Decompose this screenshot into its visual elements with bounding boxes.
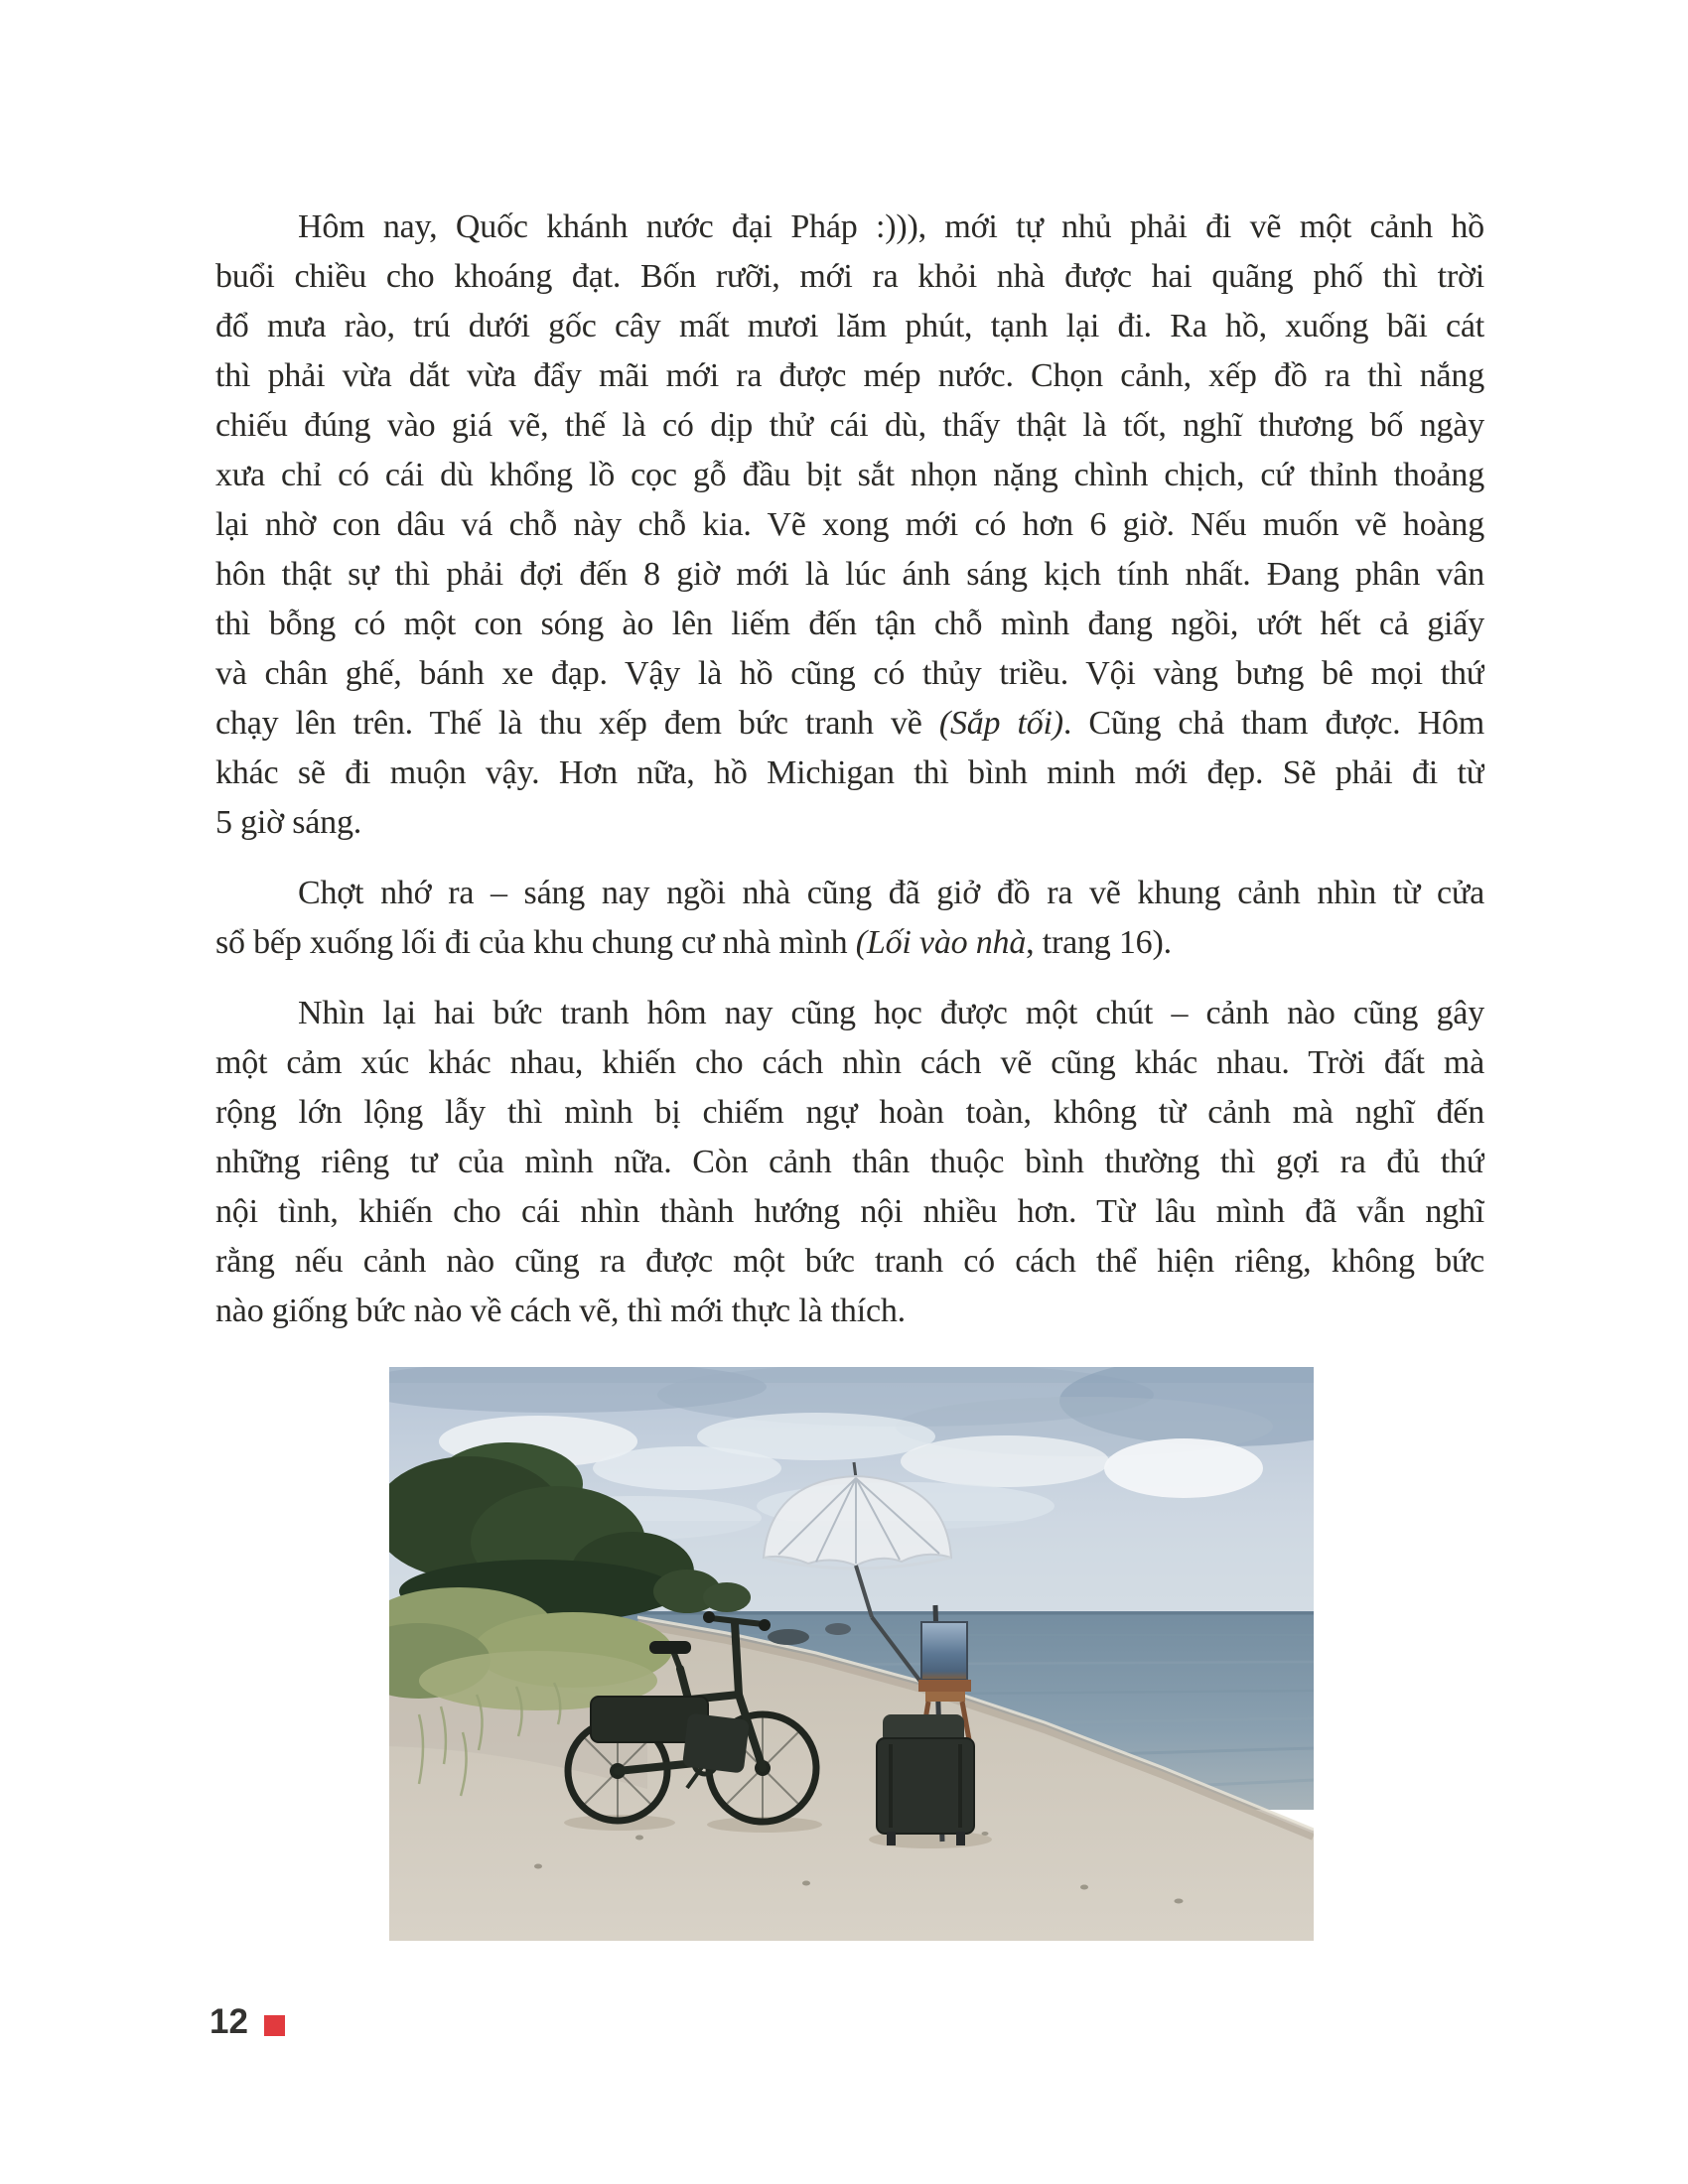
photo-gear-bag [877,1714,974,1845]
text-line: một cảm xúc khác nhau, khiến cho cách nhìn cách vẽ cũng khác nhau. Trời đất mà [215,1044,1484,1081]
text-line: Nhìn lại hai bức tranh hôm nay cũng học được một chút – cảnh nào cũng gây [298,995,1484,1031]
text-line: 5 giờ sáng. [215,804,362,841]
text-line: đổ mưa rào, trú dưới gốc cây mất mươi lăm phút, tạnh lại đi. Ra hồ, xuống bãi cát [215,308,1484,344]
beach-photo [389,1367,1314,1941]
paragraph [215,989,1484,1336]
text-line: chiếu đúng vào giá vẽ, thế là có dịp thử cái dù, thấy thật là tốt, nghĩ thương bố ngày [215,407,1484,444]
text-line: thì bỗng có một con sóng ào lên liếm đến tận chỗ mình đang ngồi, ướt hết cả giấy [215,606,1484,642]
paragraph [215,203,1484,848]
text-line: hôn thật sự thì phải đợi đến 8 giờ mới là lúc ánh sáng kịch tính nhất. Đang phân vân [215,556,1484,593]
text-line: rằng nếu cảnh nào cũng ra được một bức tranh có cách thể hiện riêng, không bức [215,1243,1484,1280]
text-line: nào giống bức nào về cách vẽ, thì mới thực là thích. [215,1293,906,1329]
body-paragraphs [215,203,1484,1336]
text-line: Chợt nhớ ra – sáng nay ngồi nhà cũng đã giở đồ ra vẽ khung cảnh nhìn từ cửa [298,875,1484,911]
text-line: lại nhờ con dâu vá chỗ này chỗ kia. Vẽ xong mới có hơn 6 giờ. Nếu muốn vẽ hoàng [215,506,1484,543]
text-line: thì phải vừa dắt vừa đẩy mãi mới ra được mép nước. Chọn cảnh, xếp đồ ra thì nắng [215,357,1484,394]
text-line: buổi chiều cho khoáng đạt. Bốn rưỡi, mới ra khỏi nhà được hai quãng phố thì trời [215,258,1484,295]
page-number: 12 [210,2002,248,2041]
text-line: Hôm nay, Quốc khánh nước đại Pháp :))), mới tự nhủ phải đi vẽ một cảnh hồ [298,208,1484,245]
text-line: chạy lên trên. Thế là thu xếp đem bức tranh về (Sắp tối). Cũng chả tham được. Hôm [215,705,1484,742]
text-line: những riêng tư của mình nữa. Còn cảnh thân thuộc bình thường thì gợi ra đủ thứ [215,1144,1484,1180]
paragraph [215,869,1484,968]
footer-red-square [264,2015,285,2036]
text-line: và chân ghế, bánh xe đạp. Vậy là hồ cũng có thủy triều. Vội vàng bưng bê mọi thứ [215,655,1484,692]
text-line: xưa chỉ có cái dù khổng lồ cọc gỗ đầu bịt sắt nhọn nặng chình chịch, cứ thỉnh thoảng [215,457,1484,493]
text-line: khác sẽ đi muộn vậy. Hơn nữa, hồ Michigan thì bình minh mới đẹp. Sẽ phải đi từ [215,754,1484,791]
text-line: sổ bếp xuống lối đi của khu chung cư nhà mình (Lối vào nhà, trang 16). [215,924,1172,961]
text-line: nội tình, khiến cho cái nhìn thành hướng nội nhiều hơn. Từ lâu mình đã vẫn nghĩ [215,1193,1484,1230]
text-line: rộng lớn lộng lẫy thì mình bị chiếm ngự hoàn toàn, không từ cảnh mà nghĩ đến [215,1094,1484,1131]
